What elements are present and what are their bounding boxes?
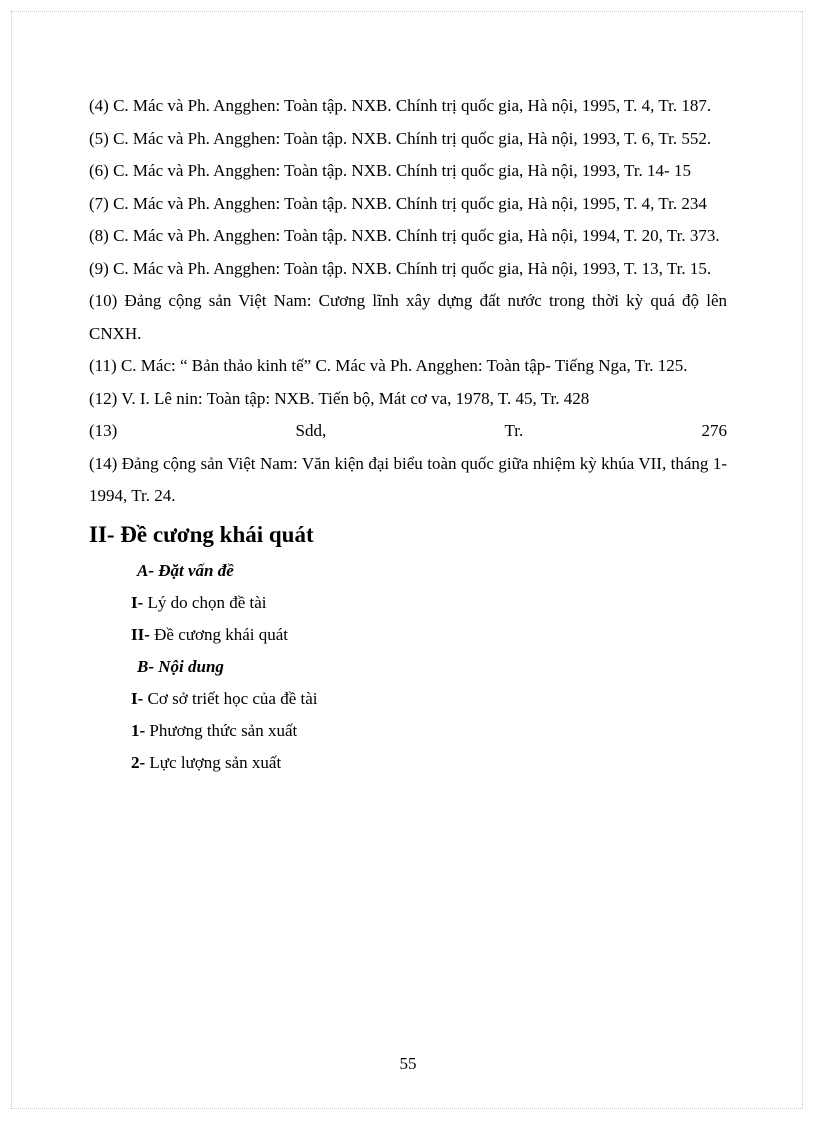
outline-item xyxy=(89,587,727,619)
part-a-heading: A- Đặt vấn đề xyxy=(137,560,234,580)
outline-number: I- xyxy=(131,592,144,612)
reference-item: (5) C. Mác và Ph. Angghen: Toàn tập. NXB. Chính trị quốc gia, Hà nội, 1993, T. 6, Tr. 552. xyxy=(89,128,712,148)
ref13-page-label: Tr. xyxy=(504,421,524,440)
reference-item-13 xyxy=(89,415,727,448)
outline-item xyxy=(89,715,727,747)
reference-item: (10) Đảng cộng sản Việt Nam: Cương lĩnh xây dựng đất nước trong thời kỳ quá độ lên CNXH. xyxy=(89,291,727,343)
reference-list xyxy=(89,90,727,513)
outline-number: 2- xyxy=(131,752,146,772)
ref13-page: 276 xyxy=(701,421,727,440)
reference-item: (7) C. Mác và Ph. Angghen: Toàn tập. NXB. Chính trị quốc gia, Hà nội, 1995, T. 4, Tr. 234 xyxy=(89,193,707,213)
ref13-source: Sdd, xyxy=(295,421,327,440)
reference-item: (12) V. I. Lê nin: Toàn tập: NXB. Tiến bộ, Mát cơ va, 1978, T. 45, Tr. 428 xyxy=(89,388,590,408)
outline-item xyxy=(89,619,727,651)
section-heading: II- Đề cương khái quát xyxy=(89,521,314,547)
outline-number: II- xyxy=(131,624,150,644)
reference-item: (6) C. Mác và Ph. Angghen: Toàn tập. NXB. Chính trị quốc gia, Hà nội, 1993, Tr. 14- 15 xyxy=(89,161,691,180)
ref13-number: (13) xyxy=(89,421,118,440)
document-body xyxy=(89,90,727,779)
outline-number: I- xyxy=(131,688,144,708)
reference-item: (11) C. Mác: “ Bản thảo kinh tế” C. Mác và Ph. Angghen: Toàn tập- Tiếng Nga, Tr. 125. xyxy=(89,356,688,375)
outline-text: Đề cương khái quát xyxy=(149,624,289,644)
reference-item: (14) Đảng cộng sản Việt Nam: Văn kiện đại biểu toàn quốc giữa nhiệm kỳ khúa VII, tháng 1- 1994, Tr. 24. xyxy=(89,453,727,505)
reference-item: (9) C. Mác và Ph. Angghen: Toàn tập. NXB. Chính trị quốc gia, Hà nội, 1993, T. 13, Tr. 15. xyxy=(89,258,712,278)
part-b-heading: B- Nội dung xyxy=(137,656,224,676)
outline-text: Lý do chọn đề tài xyxy=(143,592,267,612)
reference-item: (4) C. Mác và Ph. Angghen: Toàn tập. NXB. Chính trị quốc gia, Hà nội, 1995, T. 4, Tr. 187. xyxy=(89,96,712,115)
reference-item: (8) C. Mác và Ph. Angghen: Toàn tập. NXB. Chính trị quốc gia, Hà nội, 1994, T. 20, Tr. 373. xyxy=(89,226,720,245)
outline-text: Cơ sở triết học của đề tài xyxy=(143,688,318,708)
outline-item xyxy=(89,683,727,715)
outline-item xyxy=(89,747,727,779)
page-number: 55 xyxy=(399,1054,417,1073)
outline-text: Lực lượng sản xuất xyxy=(145,752,282,772)
outline-number: 1- xyxy=(131,720,146,740)
outline-text: Phương thức sản xuất xyxy=(145,720,298,740)
